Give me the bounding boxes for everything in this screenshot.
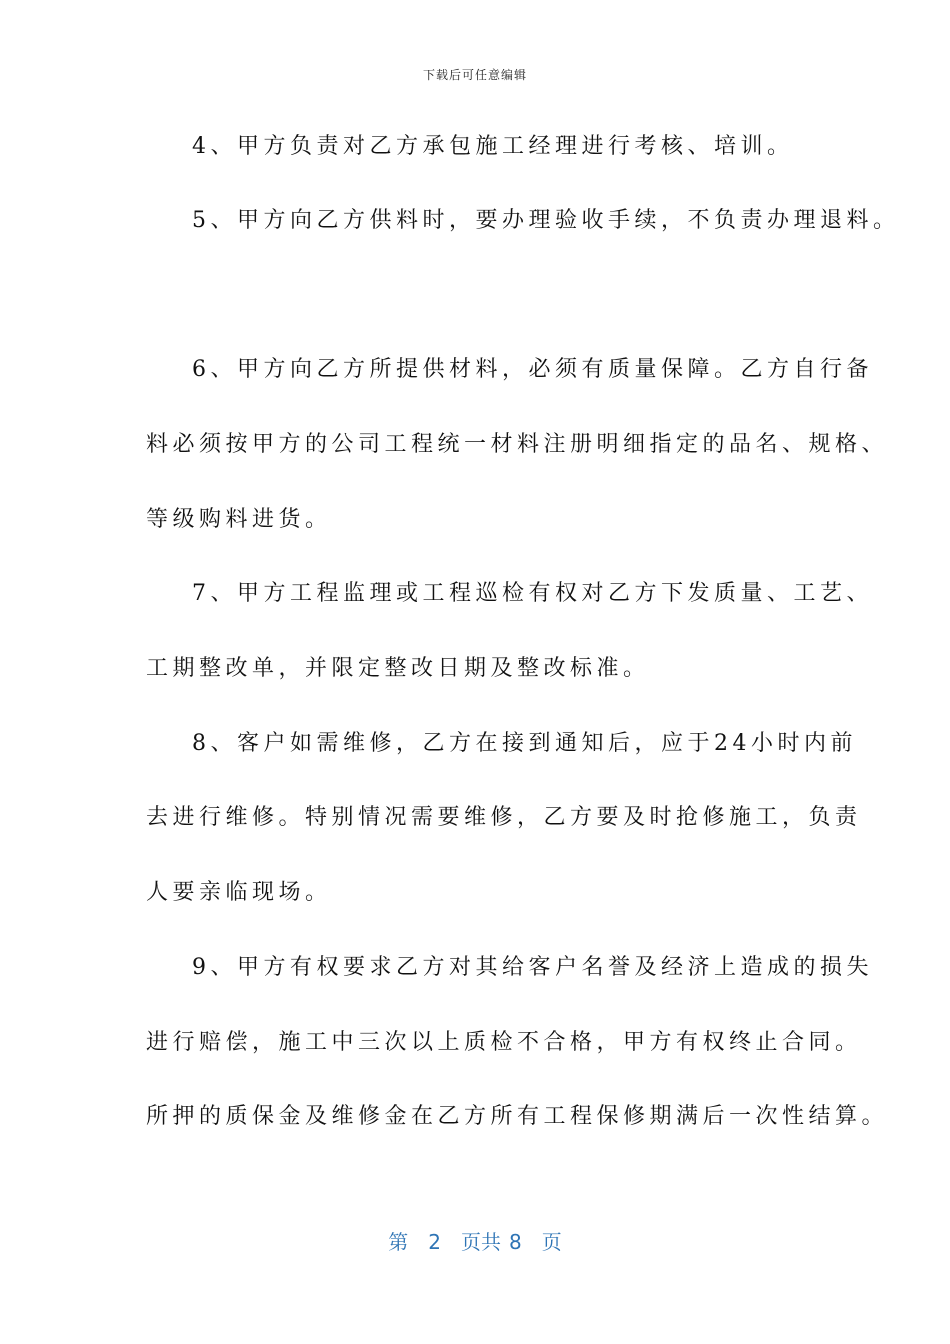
paragraph-line: 等级购料进货。 (146, 507, 332, 532)
paragraph-line: 6、甲方向乙方所提供材料，必须有质量保障。乙方自行备 (192, 357, 873, 382)
paragraph-line: 去进行维修。特别情况需要维修，乙方要及时抢修施工，负责 (146, 805, 862, 830)
current-page-number: 2 (428, 1230, 441, 1254)
paragraph-line: 所押的质保金及维修金在乙方所有工程保修期满后一次性结算。 (146, 1104, 889, 1129)
page-prefix: 第 (388, 1230, 409, 1254)
paragraph-line: 进行赔偿，施工中三次以上质检不合格，甲方有权终止合同。 (146, 1030, 862, 1055)
paragraph-line: 8、客户如需维修，乙方在接到通知后，应于24小时内前 (192, 731, 857, 756)
page-mid: 页共 (461, 1230, 501, 1254)
header-note: 下载后可任意编辑 (422, 68, 527, 82)
paragraph-line: 5、甲方向乙方供料时，要办理验收手续，不负责办理退料。 (192, 208, 900, 233)
paragraph-line: 料必须按甲方的公司工程统一材料注册明细指定的品名、规格、 (146, 432, 889, 457)
total-pages-number: 8 (509, 1230, 522, 1254)
paragraph-line: 4、甲方负责对乙方承包施工经理进行考核、培训。 (192, 134, 794, 159)
paragraph-line: 9、甲方有权要求乙方对其给客户名誉及经济上造成的损失 (192, 955, 873, 980)
paragraph-line: 7、甲方工程监理或工程巡检有权对乙方下发质量、工艺、 (192, 581, 873, 606)
paragraph-line: 工期整改单，并限定整改日期及整改标准。 (146, 656, 650, 681)
paragraph-line: 人要亲临现场。 (146, 880, 332, 905)
page-number-footer (0, 1226, 950, 1255)
page-suffix: 页 (541, 1230, 562, 1254)
